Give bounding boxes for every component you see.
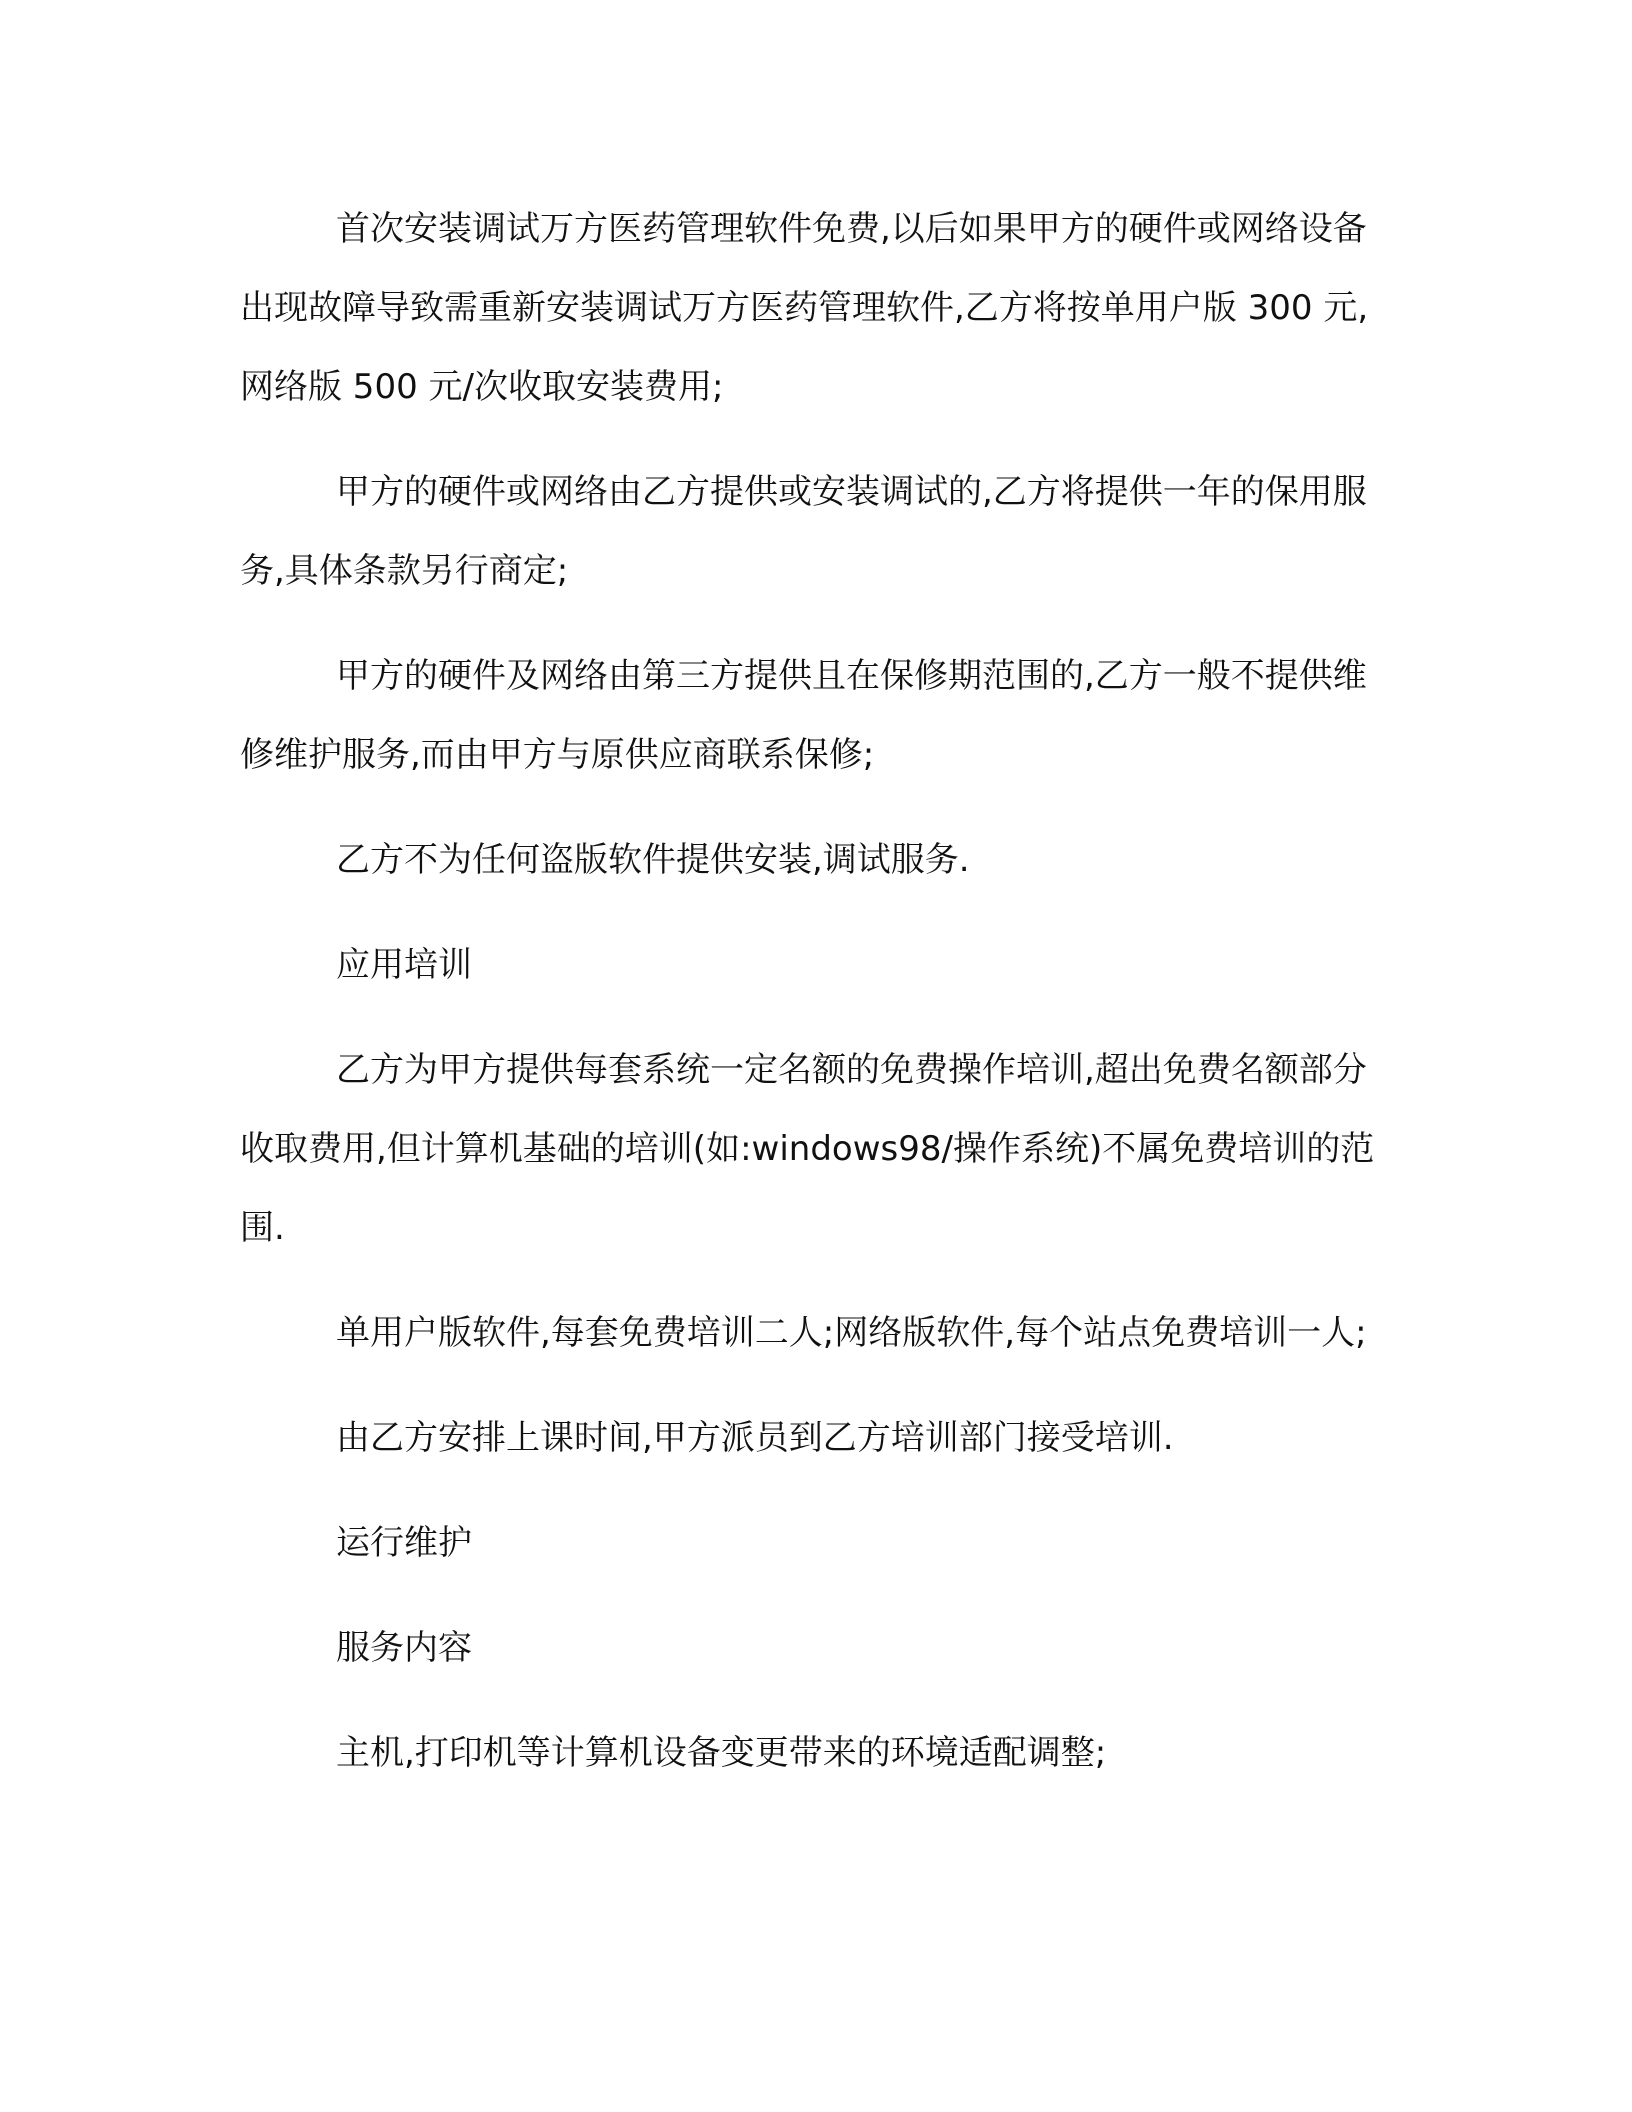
paragraph-third-party-hardware: 甲方的硬件及网络由第三方提供且在保修期范围的,乙方一般不提供维修维护服务,而由甲方与原供应商联系保修; [240, 656, 1367, 775]
paragraph-training-quota: 单用户版软件,每套免费培训二人;网络版软件,每个站点免费培训一人; [336, 1313, 1367, 1353]
paragraph-install-fee: 首次安装调试万方医药管理软件免费,以后如果甲方的硬件或网络设备出现故障导致需重新安装调试万方医药管理软件,乙方将按单用户版 300 元,网络版 500 元/次收取安装费用; [240, 209, 1369, 407]
heading-service-content: 服务内容 [336, 1628, 472, 1668]
heading-operation-maintenance: 运行维护 [336, 1523, 472, 1563]
document-body [240, 190, 1380, 1819]
paragraph-no-pirated-software: 乙方不为任何盗版软件提供安装,调试服务. [336, 840, 970, 880]
heading-application-training: 应用培训 [336, 945, 472, 985]
paragraph-training-schedule: 由乙方安排上课时间,甲方派员到乙方培训部门接受培训. [336, 1418, 1174, 1458]
paragraph-equipment-adjustment: 主机,打印机等计算机设备变更带来的环境适配调整; [336, 1733, 1107, 1773]
paragraph-warranty-service: 甲方的硬件或网络由乙方提供或安装调试的,乙方将提供一年的保用服务,具体条款另行商定; [240, 472, 1367, 591]
paragraph-free-training: 乙方为甲方提供每套系统一定名额的免费操作培训,超出免费名额部分收取费用,但计算机基础的培训(如:windows98/操作系统)不属免费培训的范围. [240, 1050, 1375, 1248]
